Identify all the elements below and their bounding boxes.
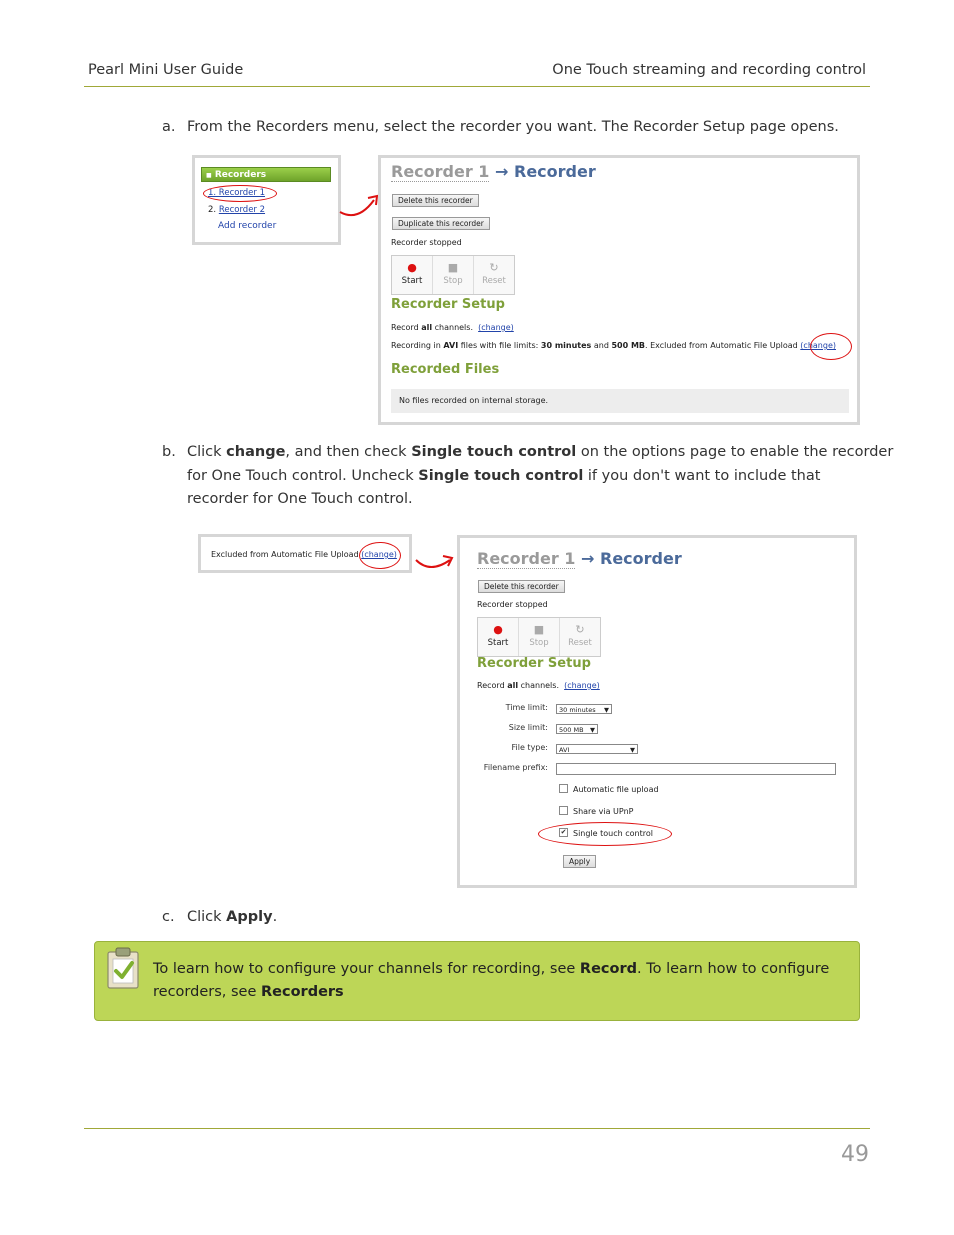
menu-item-recorder-1[interactable]: 1. Recorder 1 <box>208 188 266 198</box>
reset-button-2[interactable] <box>560 618 600 656</box>
footer-rule <box>84 1128 870 1129</box>
recorders-menu-screenshot <box>192 155 341 245</box>
stop-button-2[interactable] <box>519 618 560 656</box>
recorder-setup-heading-2: Recorder Setup <box>477 656 591 671</box>
delete-recorder-button[interactable]: Delete this recorder <box>392 194 479 207</box>
automatic-upload-label: Automatic file upload <box>573 785 659 794</box>
b1-pre: Click <box>187 444 227 460</box>
apply-button[interactable]: Apply <box>563 855 596 868</box>
recorder-title-channel-2[interactable]: Recorder 1 <box>477 549 576 568</box>
record-pre-2: Record <box>477 681 508 690</box>
record-post: channels. <box>432 323 473 332</box>
recorder-setup-heading: Recorder Setup <box>391 297 505 312</box>
dropdown-arrow-icon: ▼ <box>604 706 609 714</box>
automatic-upload-checkbox[interactable] <box>559 784 568 793</box>
size-limit-value: 500 MB <box>559 726 584 734</box>
single-touch-label: Single touch control <box>573 829 653 838</box>
curved-arrow-icon <box>336 190 382 222</box>
header-left: Pearl Mini User Guide <box>88 62 244 78</box>
record-post-2: channels. <box>518 681 559 690</box>
highlight-oval <box>203 185 277 202</box>
c-pre: Click <box>187 909 227 925</box>
size-limit-label: Size limit: <box>508 723 548 732</box>
record-bold-2: all <box>507 681 519 690</box>
menu-bullet-icon: ■ <box>206 172 212 179</box>
size-limit-select[interactable] <box>556 724 598 734</box>
start-button-2[interactable] <box>478 618 519 656</box>
menu-item-recorder-2[interactable] <box>208 205 265 215</box>
snippet-change-link[interactable]: (change) <box>361 550 397 559</box>
b1-mid: , and then check <box>285 444 412 460</box>
b2-post: if you don't want to include that <box>583 467 821 484</box>
file-type-label: File type: <box>511 743 548 752</box>
record-dot-icon: ● <box>407 261 417 274</box>
note-pre: To learn how to configure your channels for recording, see <box>153 961 580 977</box>
start-label: Start <box>401 276 423 286</box>
time-limit-value: 30 minutes <box>559 706 596 714</box>
note-line2-pre: recorders, see <box>153 984 261 1000</box>
recorder-title-2 <box>477 549 682 568</box>
rec-mid2: and <box>591 341 612 350</box>
step-c-label: c. <box>162 909 175 925</box>
start-button[interactable] <box>392 256 433 294</box>
share-upnp-checkbox[interactable] <box>559 806 568 815</box>
step-b-line1 <box>187 441 893 465</box>
reset-icon: ↻ <box>489 261 499 274</box>
checkmark-icon: ✔ <box>560 828 567 836</box>
reset-label-2: Reset <box>568 638 592 648</box>
note-record-link[interactable]: Record <box>579 961 638 977</box>
recorded-files-heading: Recorded Files <box>391 362 500 377</box>
step-a-label: a. <box>162 119 176 135</box>
recorder-title-page: Recorder <box>514 162 596 181</box>
b1-change: change <box>226 444 286 460</box>
step-a-text: From the Recorders menu, select the recorder you want. The Recorder Setup page opens. <box>187 119 839 135</box>
menu-item-2-label: Recorder 2 <box>218 205 266 215</box>
record-bold: all <box>421 323 433 332</box>
recorder-page-screenshot <box>378 155 860 425</box>
c-apply: Apply <box>226 909 273 925</box>
b1-single: Single touch control <box>411 444 577 460</box>
rec-pre: Recording in <box>391 341 444 350</box>
page-number: 49 <box>841 1142 869 1167</box>
b1-post: on the options page to enable the recorder <box>576 444 894 460</box>
change-channels-link[interactable]: (change) <box>478 323 514 332</box>
reset-icon-2: ↻ <box>575 623 585 636</box>
recorder-options-screenshot <box>457 535 857 888</box>
step-b-label: b. <box>162 444 176 460</box>
rec-size: 500 MB <box>611 341 645 350</box>
share-upnp-label: Share via UPnP <box>573 807 634 816</box>
step-b-text <box>187 441 893 512</box>
b2-single: Single touch control <box>418 467 584 484</box>
b2-pre: for One Touch control. Uncheck <box>187 467 419 484</box>
c-post: . <box>272 909 278 925</box>
recording-settings-line <box>391 341 836 350</box>
recorder-controls <box>391 255 515 295</box>
note-line1 <box>153 958 829 981</box>
curved-arrow-icon-2 <box>412 548 458 576</box>
note-mid: . To learn how to configure <box>637 961 830 977</box>
filename-prefix-label: Filename prefix: <box>483 763 548 772</box>
time-limit-select[interactable] <box>556 704 612 714</box>
recorder-title-page-2: Recorder <box>600 549 682 568</box>
step-b-line3: recorder for One Touch control. <box>187 491 413 507</box>
rec-time: 30 minutes <box>540 341 592 350</box>
stop-label: Stop <box>443 276 463 286</box>
change-highlight-oval <box>810 333 852 360</box>
recorder-title <box>391 162 596 181</box>
step-c-text <box>187 906 277 930</box>
file-type-select[interactable] <box>556 744 638 754</box>
record-pre: Record <box>391 323 422 332</box>
time-limit-label: Time limit: <box>505 703 548 712</box>
step-b-line2 <box>187 465 893 489</box>
reset-button[interactable] <box>474 256 514 294</box>
exclusion-snippet-screenshot <box>198 534 412 573</box>
title-arrow-2: → <box>581 549 595 568</box>
recorder-status-2: Recorder stopped <box>477 600 548 609</box>
recorder-title-channel[interactable]: Recorder 1 <box>391 162 490 181</box>
rec-format: AVI <box>443 341 459 350</box>
note-text <box>153 958 829 1004</box>
header-right: One Touch streaming and recording control <box>552 62 866 78</box>
single-touch-highlight-oval <box>538 822 672 846</box>
record-dot-icon-2: ● <box>493 623 503 636</box>
start-label-2: Start <box>487 638 509 648</box>
rec-post: . Excluded from Automatic File Upload <box>645 341 798 350</box>
reset-label: Reset <box>482 276 506 286</box>
menu-item-2-num: 2. <box>208 205 217 215</box>
snippet-highlight-oval <box>359 542 401 569</box>
note-box <box>94 941 860 1021</box>
file-type-value: AVI <box>559 746 570 754</box>
record-channels-line-2 <box>477 681 600 690</box>
stop-square-icon-2: ■ <box>533 623 545 636</box>
record-channels-line <box>391 323 514 332</box>
note-line2 <box>153 981 829 1004</box>
recorder-status: Recorder stopped <box>391 238 462 247</box>
clipboard-check-icon <box>105 946 141 990</box>
header-rule <box>84 86 870 87</box>
stop-label-2: Stop <box>529 638 549 648</box>
delete-recorder-button-2[interactable]: Delete this recorder <box>478 580 565 593</box>
change-settings-link[interactable]: (change) <box>800 341 836 350</box>
snippet-text: Excluded from Automatic File Upload <box>211 550 359 559</box>
menu-title-label: Recorders <box>214 170 267 180</box>
note-recorders-link[interactable]: Recorders <box>260 984 344 1000</box>
filename-prefix-input[interactable] <box>556 763 836 775</box>
dropdown-arrow-icon: ▼ <box>590 726 595 734</box>
change-channels-link-2[interactable]: (change) <box>564 681 600 690</box>
recorders-menu-title[interactable] <box>201 167 331 182</box>
title-arrow: → <box>495 162 509 181</box>
files-empty-note: No files recorded on internal storage. <box>391 389 849 413</box>
menu-add-recorder[interactable]: Add recorder <box>218 221 277 231</box>
rec-mid1: files with file limits: <box>458 341 541 350</box>
dropdown-arrow-icon: ▼ <box>630 746 635 754</box>
stop-square-icon: ■ <box>447 261 459 274</box>
recorder-controls-2 <box>477 617 601 657</box>
stop-button[interactable] <box>433 256 474 294</box>
duplicate-recorder-button[interactable]: Duplicate this recorder <box>392 217 490 230</box>
